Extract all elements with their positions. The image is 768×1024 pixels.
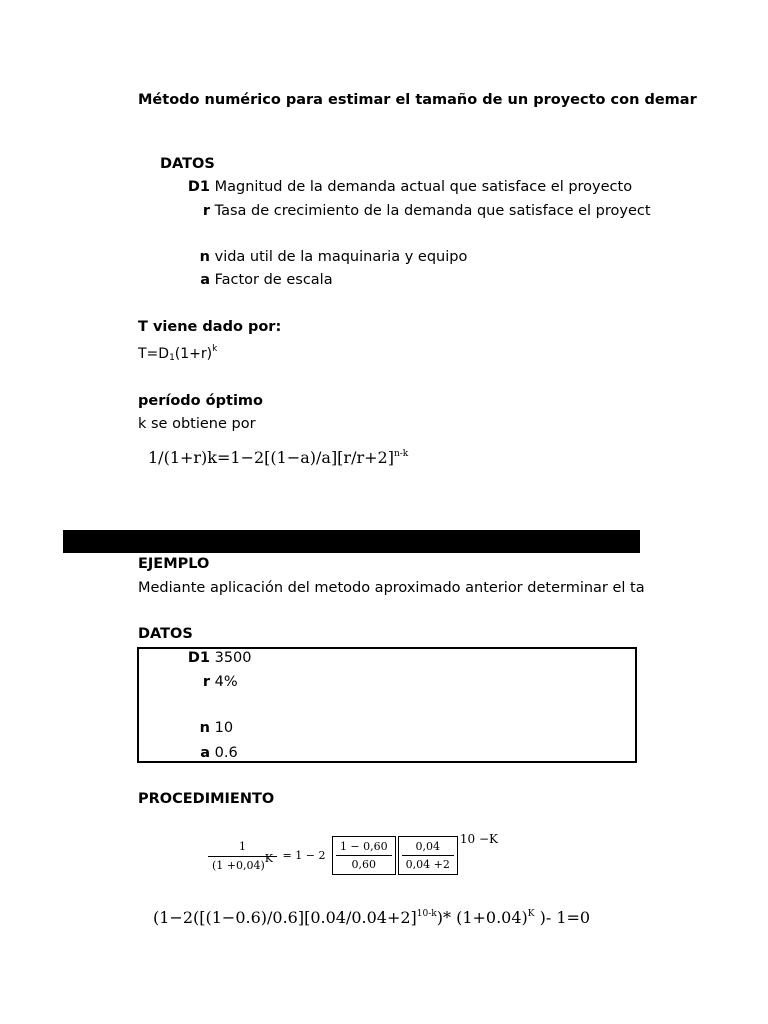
procedure-exp: 10 −K (459, 832, 498, 846)
t-formula-lhs: T=D (138, 346, 170, 362)
final-formula (153, 908, 590, 927)
variable-key: n (199, 249, 210, 265)
procedure-eq: = 1 − 2 (282, 849, 326, 862)
procedure-f2-den: 0,04 +2 (405, 858, 450, 871)
value-value: 3500 (214, 650, 252, 666)
procedure-f1-num: 1 − 0,60 (336, 840, 392, 856)
value-key: n (199, 720, 210, 736)
datos2-header: DATOS (138, 626, 193, 642)
procedure-lhs-den-sup: K (264, 851, 274, 865)
variable-desc: Tasa de crecimiento de la demanda que satisface el proyect (214, 203, 651, 219)
variable-desc: vida util de la maquinaria y equipo (214, 249, 468, 265)
value-key: r (202, 674, 210, 690)
variable-desc: Factor de escala (214, 272, 333, 288)
value-value: 10 (214, 720, 234, 736)
value-value: 4% (214, 674, 238, 690)
value-row-r (150, 674, 238, 690)
t-formula (138, 346, 217, 362)
procedure-lhs-fraction (208, 840, 277, 872)
ejemplo-text: Mediante aplicación del metodo aproximado anterior determinar el ta (138, 580, 645, 596)
procedure-lhs-num: 1 (208, 840, 277, 857)
value-key: a (200, 745, 210, 761)
variable-row-a (150, 272, 333, 288)
value-row-n (150, 720, 233, 736)
procedure-formula (208, 832, 498, 875)
value-row-a (150, 745, 238, 761)
procedure-lhs-den (208, 851, 277, 872)
final-formula-part1: (1−2([(1−0.6)/0.6][0.04/0.04+2] (153, 908, 417, 927)
variable-row-n (150, 249, 467, 265)
variable-key: r (202, 203, 210, 219)
k-formula (148, 448, 408, 467)
k-formula-sup: n-k (393, 449, 409, 459)
value-row-d1 (150, 650, 252, 666)
t-header: T viene dado por: (138, 319, 282, 335)
variable-row-r (150, 203, 651, 219)
k-formula-main: 1/(1+r)k=1−2[(1−a)/a][r/r+2] (148, 448, 394, 467)
ejemplo-header: EJEMPLO (138, 556, 210, 572)
procedure-fraction-2 (402, 840, 454, 871)
procedimiento-header: PROCEDIMIENTO (138, 791, 275, 807)
procedure-fraction-1 (336, 840, 392, 871)
final-formula-part3: )- 1=0 (534, 908, 591, 927)
procedure-bracket-1 (332, 836, 396, 875)
datos-header: DATOS (160, 156, 215, 172)
procedure-lhs-den-text: (1 +0,04) (212, 858, 265, 872)
page-title: Método numérico para estimar el tamaño de un proyecto con demar (138, 92, 697, 108)
t-formula-mid: (1+r) (174, 346, 213, 362)
value-key: D1 (187, 650, 210, 666)
periodo-header: período óptimo (138, 393, 263, 409)
variable-row-d1 (150, 179, 632, 195)
variable-desc: Magnitud de la demanda actual que satisface el proyecto (214, 179, 633, 195)
procedure-bracket-2 (398, 836, 458, 875)
section-divider (63, 530, 640, 553)
final-formula-sup1: 10-k (416, 909, 437, 919)
value-value: 0.6 (214, 745, 238, 761)
variable-key: D1 (187, 179, 210, 195)
k-text: k se obtiene por (138, 416, 256, 432)
t-formula-sup: k (212, 344, 218, 354)
variable-key: a (200, 272, 210, 288)
t-formula-sub: 1 (169, 353, 175, 363)
procedure-f1-den: 0,60 (351, 858, 377, 871)
procedure-f2-num: 0,04 (402, 840, 454, 856)
final-formula-part2: )* (1+0.04) (436, 908, 528, 927)
final-formula-sup2: K (527, 909, 535, 919)
